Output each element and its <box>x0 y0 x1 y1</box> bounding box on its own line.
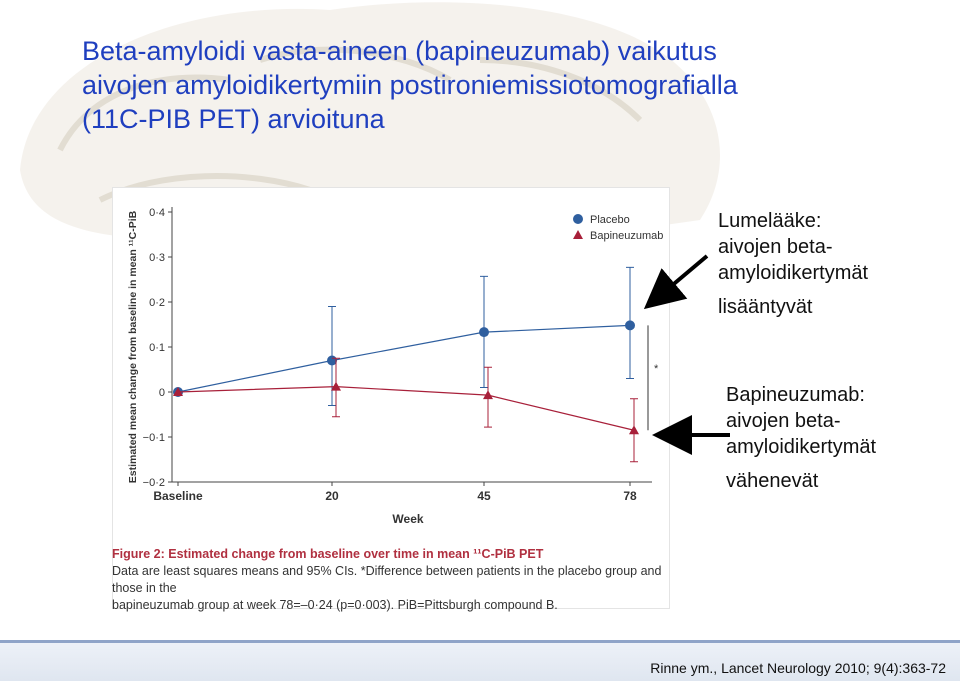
legend-label-bapineuzumab: Bapineuzumab <box>590 230 664 242</box>
x-tick-label: 45 <box>477 489 491 503</box>
footer-divider <box>0 640 960 643</box>
y-tick-label: 0·4 <box>149 207 165 219</box>
x-tick-label: Baseline <box>153 489 203 503</box>
y-tick-label: −0·2 <box>142 477 165 489</box>
significance-star: * <box>654 362 659 375</box>
y-axis-label: Estimated mean change from baseline in mean ¹¹C-PiB <box>127 210 139 484</box>
legend-label-placebo: Placebo <box>590 214 630 226</box>
y-tick-label: −0·1 <box>142 432 165 444</box>
y-tick-label: 0 <box>158 387 165 399</box>
title-line-1: Beta-amyloidi vasta-aineen (bapineuzumab) vaikutus <box>82 36 717 66</box>
bapineuzumab-note-line-1: Bapineuzumab: <box>726 384 865 406</box>
placebo-note-line-1: Lumelääke: <box>718 210 822 232</box>
x-tick-label: 20 <box>325 489 339 503</box>
placebo-note-line-4: lisääntyvät <box>718 296 813 318</box>
y-tick-label: 0·1 <box>149 342 165 354</box>
y-tick-label: 0·3 <box>149 252 165 264</box>
caption-line-2: Data are least squares means and 95% CIs. *Difference between patients in the placebo group and those in the <box>112 564 662 595</box>
placebo-note-line-3: amyloidikertymät <box>718 262 869 284</box>
bapineuzumab-note-line-4: vähenevät <box>726 470 819 492</box>
caption-line-3: bapineuzumab group at week 78=–0·24 (p=0·003). PiB=Pittsburgh compound B. <box>112 598 558 612</box>
caption-title: Figure 2: Estimated change from baseline over time in mean ¹¹C-PiB PET <box>112 547 544 561</box>
y-tick-label: 0·2 <box>149 297 165 309</box>
bapineuzumab-note-line-2: aivojen beta- <box>726 410 841 432</box>
title-line-2: aivojen amyloidikertymiin postironiemissiotomografialla <box>82 70 738 100</box>
x-axis-label: Week <box>392 512 424 526</box>
title-line-3: (11C-PIB PET) arvioituna <box>82 104 385 134</box>
x-tick-label: 78 <box>623 489 637 503</box>
placebo-arrow <box>650 256 707 304</box>
bapineuzumab-note-line-3: amyloidikertymät <box>726 436 877 458</box>
placebo-note-line-2: aivojen beta- <box>718 236 833 258</box>
citation: Rinne ym., Lancet Neurology 2010; 9(4):363-72 <box>650 660 946 676</box>
